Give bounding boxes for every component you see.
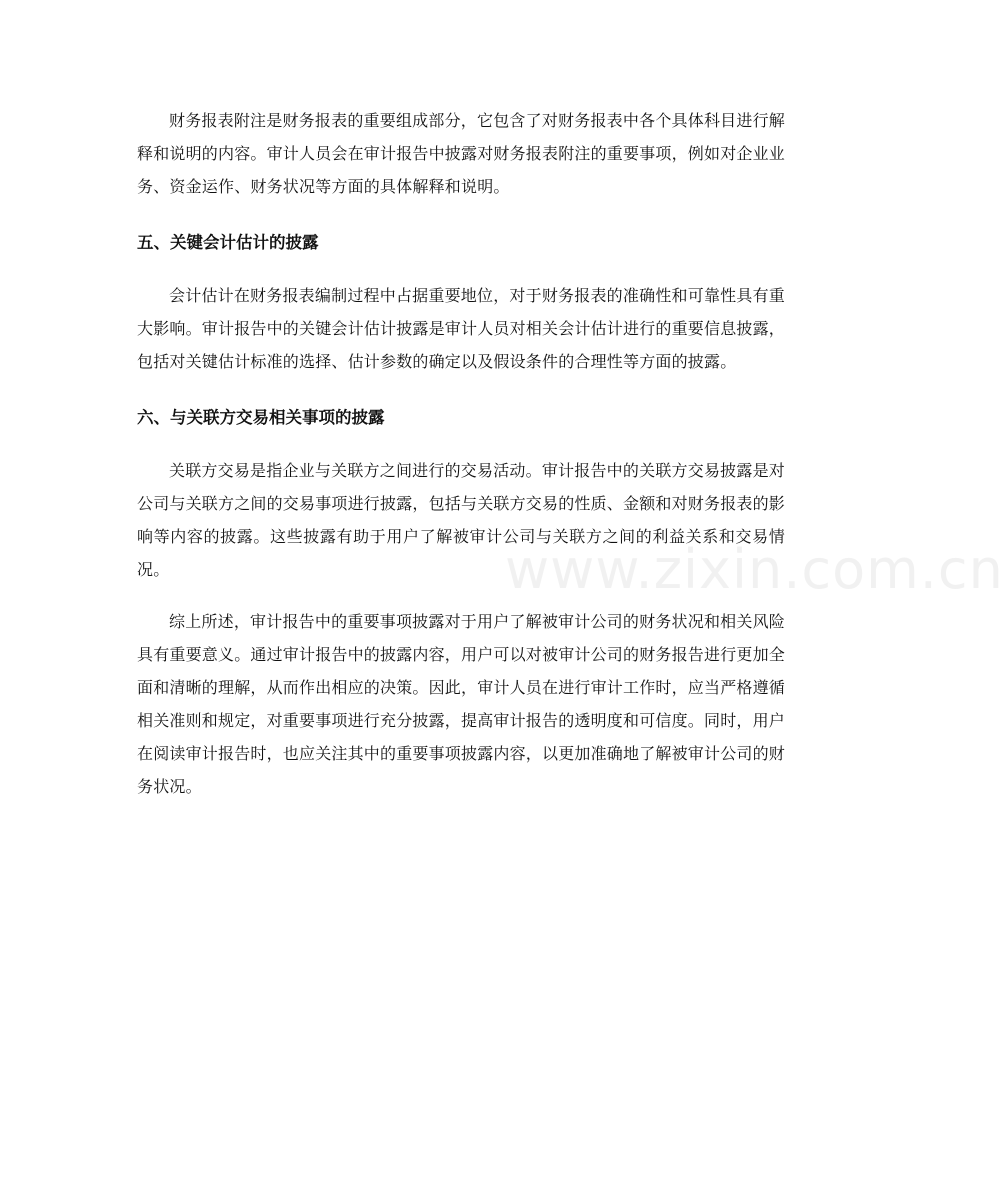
intro-paragraph: 财务报表附注是财务报表的重要组成部分，它包含了对财务报表中各个具体科目进行解释和说明的内容。审计人员会在审计报告中披露对财务报表附注的重要事项，例如对企业业务、资金运作、财务状况等方面的具体解释和说明。 [137, 111, 786, 196]
conclusion-paragraph: 综上所述，审计报告中的重要事项披露对于用户了解被审计公司的财务状况和相关风险具有重要意义。通过审计报告中的披露内容，用户可以对被审计公司的财务报告进行更加全面和清晰的理解，从而作出相应的决策。因此，审计人员在进行审计工作时，应当严格遵循相关准则和规定，对重要事项进行充分披露，提高审计报告的透明度和可信度。同时，用户在阅读审计报告时，也应关注其中的重要事项披露内容，以更加准确地了解被审计公司的财务状况。 [137, 612, 786, 796]
watermark: www.zixin.com.cn [505, 538, 1004, 601]
document-body [137, 104, 785, 803]
section-6-heading: 六、与关联方交易相关事项的披露 [137, 408, 385, 427]
section-5-paragraph: 会计估计在财务报表编制过程中占据重要地位，对于财务报表的准确性和可靠性具有重大影响。审计报告中的关键会计估计披露是审计人员对相关会计估计进行的重要信息披露，包括对关键估计标准的选择、估计参数的确定以及假设条件的合理性等方面的披露。 [137, 286, 786, 371]
section-6-paragraph: 关联方交易是指企业与关联方之间进行的交易活动。审计报告中的关联方交易披露是对公司与关联方之间的交易事项进行披露，包括与关联方交易的性质、金额和对财务报表的影响等内容的披露。这些披露有助于用户了解被审计公司与关联方之间的利益关系和交易情况。 [137, 461, 786, 579]
section-5-heading: 五、关键会计估计的披露 [137, 233, 319, 252]
